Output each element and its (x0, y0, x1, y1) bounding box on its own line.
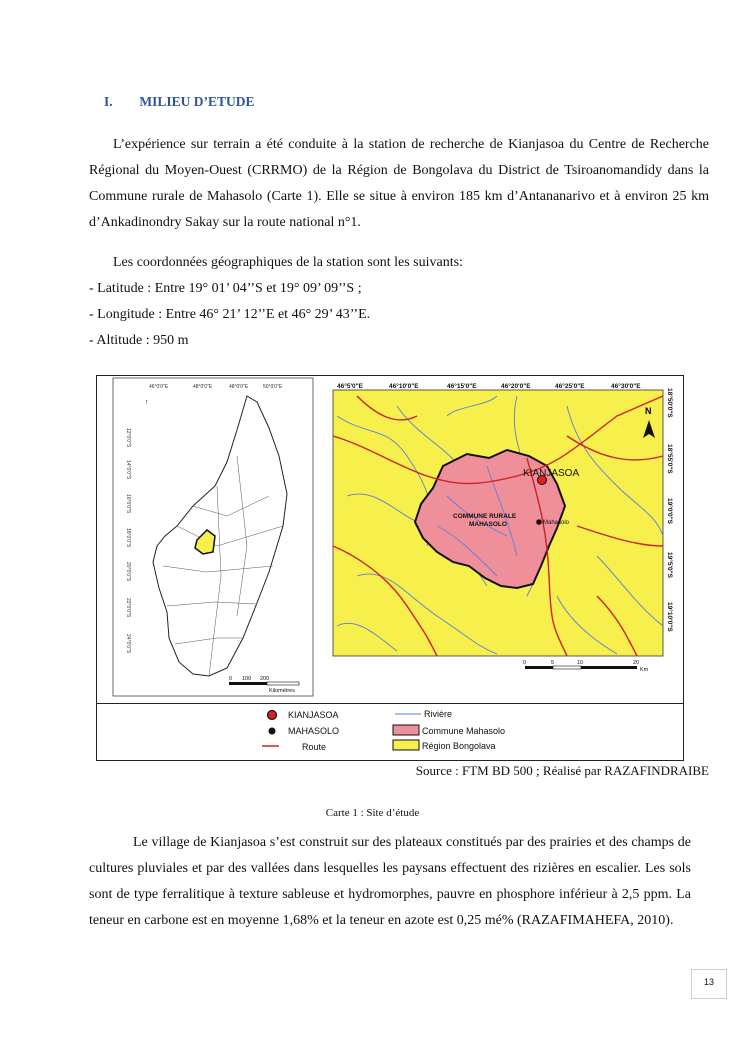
mahasolo-label: Mahasolo (543, 520, 570, 526)
inset-lat-label: 20°0'0"S (125, 562, 131, 582)
lat-label: 18°55'0"S (666, 444, 673, 474)
legend-commune-icon (393, 725, 419, 735)
inset-lat-label: 12°0'0"S (125, 428, 131, 448)
scale-label: 0 (523, 660, 527, 666)
mahasolo-marker (536, 519, 542, 525)
main-map (333, 382, 674, 673)
coords-latitude: - Latitude : Entre 19° 01’ 04’’S et 19° 09’ 09’’S ; (89, 281, 362, 296)
coordinates-block (89, 250, 463, 354)
inset-north-arrow: ↑ (145, 399, 149, 406)
inset-lat-label: 14°0'0"S (125, 460, 131, 480)
legend-route: Route (302, 742, 327, 752)
lat-label: 19°10'0"S (666, 602, 673, 632)
inset-lat-label: 22°0'0"S (125, 598, 131, 618)
inset-lat-label: 16°0'0"S (125, 494, 131, 514)
legend-commune: Commune Mahasolo (422, 726, 506, 736)
lon-label: 46°10'0"E (389, 383, 419, 390)
coords-intro: Les coordonnées géographiques de la station sont les suivants: (113, 255, 463, 270)
page-number: 13 (691, 969, 727, 999)
main-scale-bar (523, 660, 649, 673)
inset-lon-label: 46°0'0"E (149, 384, 169, 390)
main-lon-labels (337, 382, 641, 390)
inset-scale-label: 200 (260, 676, 270, 682)
main-lat-labels (666, 388, 674, 632)
inset-scale-label: Kilomètres (269, 688, 295, 694)
map-figure (96, 375, 684, 761)
lon-label: 46°20'0"E (501, 383, 531, 390)
section-title: MILIEU D’ETUDE (139, 94, 255, 109)
legend-region-icon (393, 740, 419, 750)
lat-label: 19°5'0"S (666, 552, 673, 579)
lon-label: 46°15'0"E (447, 383, 477, 390)
scale-label: 10 (577, 660, 584, 666)
inset-lon-label: 48°0'0"E (193, 384, 213, 390)
inset-scale-label: 0 (229, 676, 233, 682)
lon-label: 46°5'0"E (337, 383, 364, 390)
commune-label: COMMUNE RURALE (453, 513, 517, 520)
legend-mahasolo: MAHASOLO (288, 726, 340, 736)
commune-label-2: MAHASOLO (469, 521, 507, 528)
section-number: I. (104, 94, 113, 109)
legend-riviere: Rivière (424, 709, 453, 719)
inset-map (113, 378, 313, 696)
lon-label: 46°25'0"E (555, 383, 585, 390)
section-heading (104, 94, 255, 110)
legend-divider (97, 703, 683, 704)
map-source: Source : FTM BD 500 ; Réalisé par RAZAFINDRAIBE (415, 763, 709, 778)
lat-label: 18°50'0"S (666, 388, 673, 418)
kianjasoa-label: KIANJASOA (523, 468, 580, 479)
legend-mahasolo-icon (269, 728, 276, 735)
inset-lat-label: 24°0'0"S (125, 634, 131, 654)
scale-label: Km (640, 667, 649, 673)
legend-region: Région Bongolava (422, 741, 496, 751)
inset-scale-label: 100 (242, 676, 252, 682)
coords-altitude: - Altitude : 950 m (89, 333, 189, 348)
scale-label: 20 (633, 660, 640, 666)
scale-label: 5 (551, 660, 555, 666)
inset-lat-label: 18°0'0"S (125, 528, 131, 548)
lon-label: 46°30'0"E (611, 383, 641, 390)
lat-label: 19°0'0"S (666, 498, 673, 525)
legend-kianjasoa: KIANJASOA (288, 710, 339, 720)
north-label: N (645, 406, 652, 416)
intro-paragraph: L’expérience sur terrain a été conduite à la station de recherche de Kianjasoa du Centre de Recherche Régional du Moyen-Ouest (CRRMO) de la Région de Bongolava du District de Tsiroanomandidy dans la Commune rurale de Mahasolo (Carte 1). Elle se situe à environ 185 km d’Antananarivo et à environ 25 km d’Ankadinondry Sakay sur la route national n°1. (89, 137, 709, 230)
figure-caption: Carte 1 : Site d’étude (325, 807, 420, 819)
village-paragraph: Le village de Kianjasoa s’est construit sur des plateaux constitués par des prairies et des champs de cultures pluviales et par des vallées dans lesquelles les paysans effectuent des rizières en escalier. Les sols sont de type ferralitique à texture sableuse et hydromorphes, pauvre en phosphore inférieur à 2,5 ppm. La teneur en carbone est en moyenne 1,68% et la teneur en azote est 0,25 mé% (RAZAFIMAHEFA, 2010). (89, 835, 691, 928)
map-legend (262, 709, 505, 752)
inset-lon-label: 48°0'0"E (229, 384, 249, 390)
coords-longitude: - Longitude : Entre 46° 21’ 12’’E et 46° 29’ 43’’E. (89, 307, 371, 322)
legend-kianjasoa-icon (268, 711, 277, 720)
inset-lon-label: 50°0'0"E (263, 384, 283, 390)
